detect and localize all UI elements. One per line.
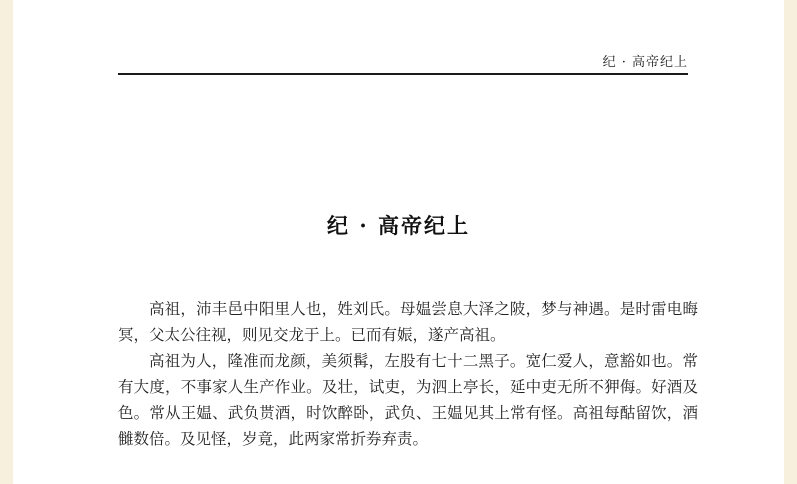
chapter-title: 纪 · 高帝纪上	[327, 213, 470, 238]
paragraph: 高祖，沛丰邑中阳里人也，姓刘氏。母媪尝息大泽之陂，梦与神遇。是时雷电晦冥，父太公往视，则见交龙于上。已而有娠，遂产高祖。	[118, 300, 698, 344]
running-header: 纪 · 高帝纪上	[118, 51, 688, 75]
book-page	[13, 0, 784, 484]
paragraph: 高祖为人，隆准而龙颜，美须髯，左股有七十二黑子。宽仁爱人，意豁如也。常有大度，不事家人生产作业。及壮，试吏，为泗上亭长，延中吏无所不狎侮。好酒及色。常从王媪、武负贳酒，时饮醉卧，武负、王媪见其上常有怪。高祖每酤留饮，酒雠数倍。及见怪，岁竟，此两家常折券弃责。	[118, 352, 698, 448]
body-text	[118, 296, 698, 452]
